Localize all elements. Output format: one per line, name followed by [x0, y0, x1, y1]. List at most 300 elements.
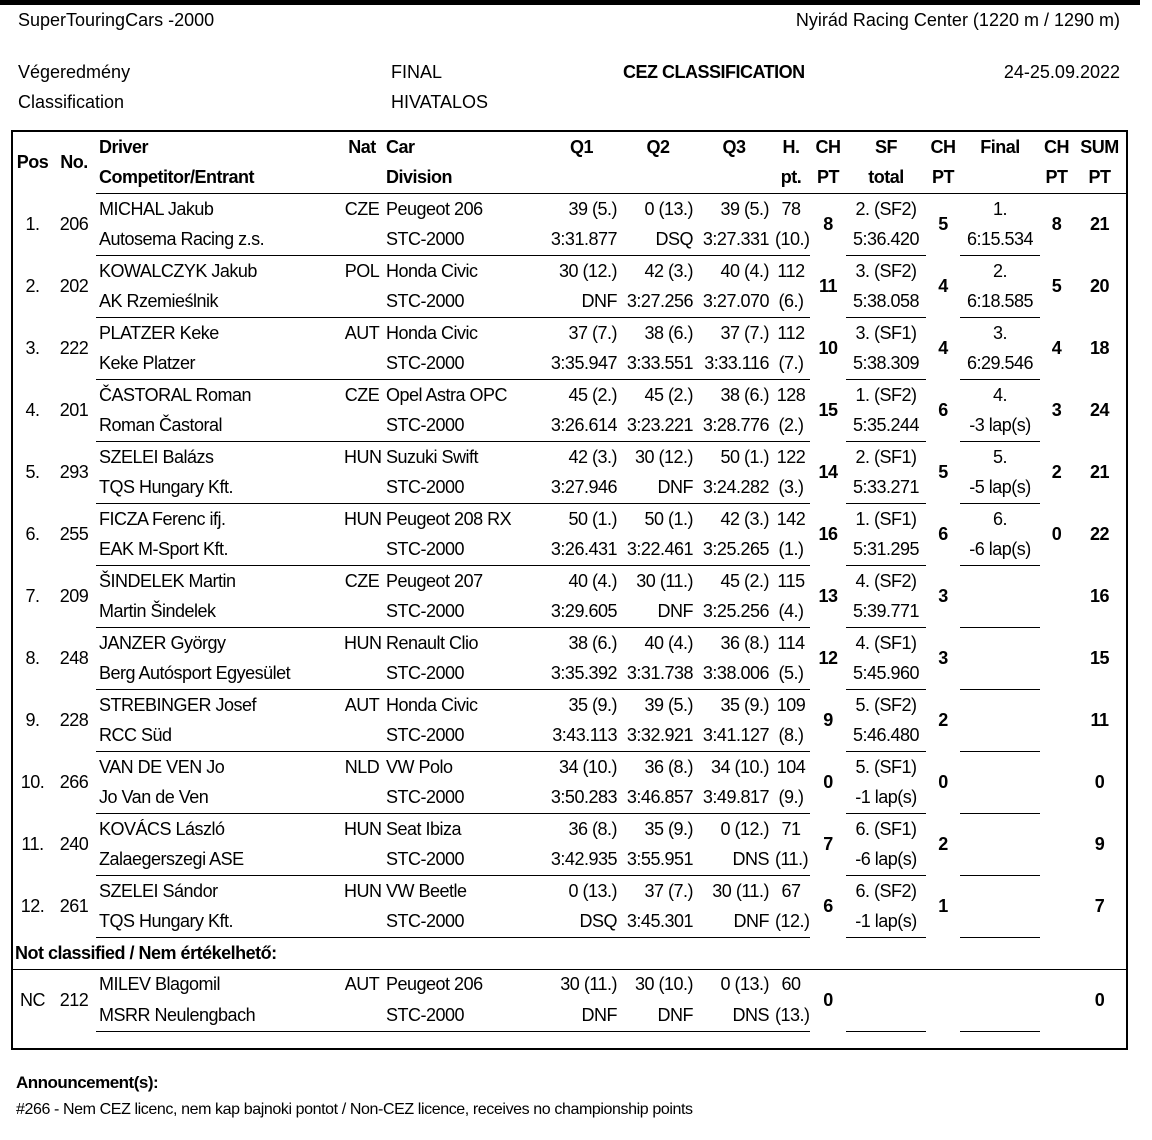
- car-number: 293: [59, 462, 89, 482]
- empty-cell: [341, 473, 383, 504]
- semi-final-time: 5:39.771: [846, 597, 926, 628]
- heat-points: 109: [776, 694, 806, 715]
- final-result: [960, 969, 1040, 1000]
- q2-points: 30 (11.): [636, 570, 693, 591]
- final-time: [960, 1000, 1040, 1031]
- car-model: VW Polo: [386, 756, 453, 777]
- result-row: [12, 628, 1127, 659]
- q1-points: 37 (7.): [568, 322, 617, 343]
- division: STC-2000: [383, 287, 543, 318]
- col-no: No.: [60, 152, 88, 173]
- col-sf: SF: [874, 136, 897, 157]
- entrant-name: Martin Šindelek: [96, 597, 341, 628]
- q1-points: 36 (8.): [568, 818, 617, 839]
- q2-time: 3:27.256: [620, 287, 696, 318]
- col-sum-pt: PT: [1073, 163, 1127, 194]
- result-row-sub: [12, 597, 1127, 628]
- col-q1: Q1: [569, 136, 593, 157]
- q3-time: 3:38.006: [696, 659, 772, 690]
- not-classified-header: [12, 938, 1127, 970]
- car-model: Opel Astra OPC: [386, 384, 508, 405]
- nationality: CZE: [344, 198, 380, 219]
- final-time: [960, 845, 1040, 876]
- q2-points: 35 (9.): [644, 818, 693, 839]
- ch-points-sf: 3: [938, 648, 948, 668]
- car-number: 212: [59, 989, 89, 1010]
- q2-points: 0 (13.): [644, 198, 693, 219]
- result-row: [12, 814, 1127, 845]
- heat-rank: (10.): [772, 225, 810, 256]
- result-row-sub: [12, 907, 1127, 938]
- ch-points-sf: 6: [938, 524, 948, 544]
- q3-time: 3:33.116: [696, 349, 772, 380]
- empty-cell: [341, 845, 383, 876]
- result-row: [12, 876, 1127, 907]
- q3-points: 37 (7.): [720, 322, 769, 343]
- final-time: [960, 783, 1040, 814]
- final-time: 6:15.534: [960, 225, 1040, 256]
- car-number: 240: [59, 834, 89, 854]
- sum-points: 0: [1094, 989, 1105, 1010]
- q3-points: 35 (9.): [720, 694, 769, 715]
- entrant-name: Zalaegerszegi ASE: [96, 845, 341, 876]
- position: 9.: [25, 710, 40, 730]
- semi-final-time: 5:33.271: [846, 473, 926, 504]
- heat-points: 122: [776, 446, 806, 467]
- col-ch-final: CH: [1044, 136, 1069, 157]
- ch-points-sf: 2: [938, 834, 948, 854]
- col-q2: Q2: [646, 136, 670, 157]
- final-result: [960, 566, 1040, 597]
- nationality: HUN: [344, 818, 382, 839]
- ch-points-qual: 0: [823, 772, 833, 792]
- semi-final-result: 3. (SF1): [855, 322, 917, 343]
- col-driver: Driver: [99, 136, 149, 157]
- ch-points-final: 5: [1051, 276, 1062, 296]
- semi-final-time: 5:38.309: [846, 349, 926, 380]
- empty-cell: [341, 721, 383, 752]
- result-row-sub: [12, 535, 1127, 566]
- q1-points: 35 (9.): [568, 694, 617, 715]
- semi-final-time: 5:31.295: [846, 535, 926, 566]
- sum-points: 15: [1089, 648, 1110, 668]
- result-row: [12, 318, 1127, 349]
- q1-time: 3:42.935: [543, 845, 620, 876]
- ch-points-sf: 4: [938, 338, 948, 358]
- ch-points-sf: [926, 969, 960, 1031]
- semi-final-time: [846, 1000, 926, 1031]
- ch-points-final: [1040, 628, 1073, 690]
- q2-points: 40 (4.): [644, 632, 693, 653]
- semi-final-result: 6. (SF2): [855, 880, 917, 901]
- car-number: 266: [59, 772, 89, 792]
- nationality: AUT: [344, 694, 380, 715]
- result-row: [12, 380, 1127, 411]
- semi-final-result: 1. (SF2): [855, 384, 917, 405]
- event-header: [18, 10, 1120, 34]
- heat-points: 71: [781, 818, 801, 839]
- position: 7.: [25, 586, 40, 606]
- ch-points-qual: 16: [818, 524, 838, 544]
- driver-name: KOVÁCS László: [99, 818, 225, 839]
- q3-points: 0 (12.): [720, 818, 769, 839]
- driver-name: MILEV Blagomil: [99, 974, 221, 995]
- driver-name: FICZA Ferenc ifj.: [99, 508, 226, 529]
- position: 3.: [25, 338, 40, 358]
- semi-final-time: -1 lap(s): [846, 783, 926, 814]
- title-en: Classification: [18, 92, 125, 112]
- q3-points: 40 (4.): [720, 260, 769, 281]
- nationality: AUT: [344, 974, 380, 995]
- col-sf-total: total: [846, 163, 926, 194]
- car-model: Honda Civic: [386, 260, 478, 281]
- car-number: 248: [59, 648, 89, 668]
- col-ch-sf-pt: PT: [926, 163, 960, 194]
- col-entrant: Competitor/Entrant: [96, 163, 341, 194]
- top-rule: [0, 0, 1140, 5]
- heat-points: 67: [781, 880, 801, 901]
- sum-points: 16: [1089, 586, 1110, 606]
- table-bottom-spacer: [12, 1031, 1127, 1049]
- spacer-cell: [12, 1031, 1127, 1049]
- heat-points: 112: [777, 260, 805, 281]
- car-number: 202: [59, 276, 89, 296]
- sum-points: 18: [1089, 338, 1110, 358]
- heat-rank: (5.): [772, 659, 810, 690]
- not-classified-title: Not classified / Nem értékelhető:: [12, 938, 1127, 970]
- sum-points: 21: [1089, 462, 1110, 482]
- status-official: HIVATALOS: [391, 92, 489, 112]
- q2-time: 3:32.921: [620, 721, 696, 752]
- col-ch-sf: CH: [930, 136, 956, 157]
- heat-rank: (9.): [772, 783, 810, 814]
- semi-final-result: 5. (SF1): [855, 756, 917, 777]
- sum-points: 7: [1094, 896, 1105, 916]
- car-model: Honda Civic: [386, 694, 478, 715]
- q1-points: 30 (12.): [558, 260, 617, 281]
- car-number: 209: [59, 586, 89, 606]
- q3-points: 39 (5.): [720, 198, 769, 219]
- semi-final-time: 5:46.480: [846, 721, 926, 752]
- q1-points: 50 (1.): [568, 508, 617, 529]
- nationality: POL: [344, 260, 380, 281]
- heat-points: 142: [776, 508, 806, 529]
- position: 1.: [25, 214, 40, 234]
- car-model: Seat Ibiza: [386, 818, 462, 839]
- classification-title: CEZ CLASSIFICATION: [623, 62, 805, 82]
- car-model: VW Beetle: [386, 880, 467, 901]
- division: STC-2000: [383, 659, 543, 690]
- q1-points: 34 (10.): [558, 756, 617, 777]
- result-row: [12, 504, 1127, 535]
- q2-points: 30 (10.): [634, 974, 693, 995]
- division: STC-2000: [383, 1000, 543, 1031]
- ch-points-qual: 6: [823, 896, 833, 916]
- car-model: Peugeot 208 RX: [386, 508, 512, 529]
- q1-points: 38 (6.): [568, 632, 617, 653]
- car-model: Peugeot 206: [386, 198, 483, 219]
- sum-points: 20: [1089, 276, 1110, 296]
- q3-points: 30 (11.): [712, 880, 769, 901]
- heat-points: 78: [781, 198, 801, 219]
- result-row-sub: [12, 225, 1127, 256]
- division: STC-2000: [383, 907, 543, 938]
- ch-points-sf: 2: [938, 710, 948, 730]
- nationality: HUN: [344, 508, 382, 529]
- entrant-name: Keke Platzer: [96, 349, 341, 380]
- col-h-pt: pt.: [772, 163, 810, 194]
- q3-time: 3:27.070: [696, 287, 772, 318]
- nationality: CZE: [344, 384, 380, 405]
- q1-points: 40 (4.): [568, 570, 617, 591]
- col-q3: Q3: [722, 136, 746, 157]
- semi-final-result: 1. (SF1): [855, 508, 917, 529]
- entrant-name: TQS Hungary Kft.: [96, 473, 341, 504]
- heat-rank: (2.): [772, 411, 810, 442]
- ch-points-sf: 5: [938, 462, 948, 482]
- col-ch-q: CH: [815, 136, 841, 157]
- result-row: [12, 566, 1127, 597]
- entrant-name: MSRR Neulengbach: [96, 1000, 341, 1031]
- driver-name: ČASTORAL Roman: [99, 384, 252, 405]
- final-time: -6 lap(s): [960, 535, 1040, 566]
- q1-time: 3:35.947: [543, 349, 620, 380]
- result-row-sub: [12, 411, 1127, 442]
- division: STC-2000: [383, 535, 543, 566]
- ch-points-final: [1040, 814, 1073, 876]
- col-nat: Nat: [348, 136, 376, 157]
- results-table: [11, 130, 1128, 1050]
- result-row: [12, 690, 1127, 721]
- final-time: [960, 659, 1040, 690]
- final-result: 6.: [992, 508, 1007, 529]
- announcements-title: Announcement(s):: [16, 1073, 159, 1092]
- q1-points: 39 (5.): [568, 198, 617, 219]
- series-name: SuperTouringCars -2000: [18, 10, 215, 30]
- q3-time: DNS: [696, 845, 772, 876]
- q1-time: 3:27.946: [543, 473, 620, 504]
- semi-final-time: -1 lap(s): [846, 907, 926, 938]
- entrant-name: RCC Süd: [96, 721, 341, 752]
- semi-final-time: -6 lap(s): [846, 845, 926, 876]
- final-time: -3 lap(s): [960, 411, 1040, 442]
- q2-time: 3:55.951: [620, 845, 696, 876]
- result-row-sub: [12, 659, 1127, 690]
- car-number: 222: [59, 338, 89, 358]
- final-time: [960, 597, 1040, 628]
- q2-time: DNF: [620, 1000, 696, 1031]
- ch-points-sf: 6: [938, 400, 948, 420]
- title-hu: Végeredmény: [18, 62, 131, 82]
- q3-time: 3:25.256: [696, 597, 772, 628]
- final-result: 3.: [992, 322, 1007, 343]
- driver-name: SZELEI Balázs: [99, 446, 214, 467]
- heat-rank: (13.): [772, 1000, 810, 1031]
- heat-rank: (12.): [772, 907, 810, 938]
- position: 8.: [25, 648, 40, 668]
- heat-points: 60: [781, 974, 801, 995]
- final-result: [960, 814, 1040, 845]
- heat-points: 112: [777, 322, 805, 343]
- sum-points: 9: [1094, 834, 1105, 854]
- q2-points: 42 (3.): [644, 260, 693, 281]
- final-result: [960, 690, 1040, 721]
- q3-time: DNF: [696, 907, 772, 938]
- car-number: 261: [59, 896, 89, 916]
- q2-points: 39 (5.): [644, 694, 693, 715]
- entrant-name: Roman Častoral: [96, 411, 341, 442]
- empty-cell: [341, 349, 383, 380]
- q1-points: 42 (3.): [568, 446, 617, 467]
- ch-points-qual: 12: [818, 648, 838, 668]
- final-time: 6:18.585: [960, 287, 1040, 318]
- ch-points-sf: 4: [938, 276, 948, 296]
- semi-final-result: 3. (SF2): [855, 260, 917, 281]
- heat-rank: (1.): [772, 535, 810, 566]
- result-row-sub: [12, 721, 1127, 752]
- car-number: 201: [59, 400, 89, 420]
- car-model: Peugeot 207: [386, 570, 483, 591]
- nationality: NLD: [344, 756, 380, 777]
- ch-points-qual: 9: [823, 710, 833, 730]
- car-model: Renault Clio: [386, 632, 479, 653]
- heat-rank: (4.): [772, 597, 810, 628]
- driver-name: ŠINDELEK Martin: [99, 570, 236, 591]
- division: STC-2000: [383, 783, 543, 814]
- empty-cell: [341, 783, 383, 814]
- ch-points-qual: 14: [818, 462, 838, 482]
- semi-final-result: [846, 969, 926, 1000]
- car-model: Suzuki Swift: [386, 446, 479, 467]
- heat-points: 128: [776, 384, 806, 405]
- nationality: HUN: [344, 880, 382, 901]
- col-h: H.: [782, 136, 800, 157]
- document-meta: [18, 57, 1120, 117]
- result-row-sub: [12, 783, 1127, 814]
- result-row: [12, 256, 1127, 287]
- result-row-sub: [12, 287, 1127, 318]
- final-time: [960, 907, 1040, 938]
- q3-points: 36 (8.): [720, 632, 769, 653]
- header-row-1: [12, 131, 1127, 163]
- division: STC-2000: [383, 845, 543, 876]
- announcements: [16, 1073, 693, 1119]
- semi-final-time: 5:45.960: [846, 659, 926, 690]
- ch-points-final: [1040, 690, 1073, 752]
- empty-cell: [341, 535, 383, 566]
- heat-rank: (3.): [772, 473, 810, 504]
- empty-cell: [341, 411, 383, 442]
- empty-cell: [341, 1000, 383, 1031]
- event-date: 24-25.09.2022: [1003, 62, 1120, 82]
- q2-points: 38 (6.): [644, 322, 693, 343]
- sum-points: 21: [1089, 214, 1110, 235]
- ch-points-final: [1040, 752, 1073, 814]
- result-row-sub: [12, 845, 1127, 876]
- q3-points: 34 (10.): [710, 756, 769, 777]
- q1-time: 3:26.614: [543, 411, 620, 442]
- q2-time: 3:45.301: [620, 907, 696, 938]
- col-final: Final: [980, 136, 1020, 157]
- position: NC: [20, 989, 45, 1010]
- q2-points: 36 (8.): [644, 756, 693, 777]
- entrant-name: Jo Van de Ven: [96, 783, 341, 814]
- heat-points: 114: [777, 632, 805, 653]
- col-division: Division: [383, 163, 543, 194]
- semi-final-result: 6. (SF1): [855, 818, 917, 839]
- q3-points: 45 (2.): [720, 570, 769, 591]
- ch-points-qual: 7: [823, 834, 833, 854]
- col-car: Car: [386, 136, 415, 157]
- ch-points-qual: 0: [823, 989, 833, 1010]
- q1-time: 3:50.283: [543, 783, 620, 814]
- entrant-name: Berg Autósport Egyesület: [96, 659, 341, 690]
- sum-points: 11: [1090, 710, 1109, 730]
- heat-rank: (11.): [772, 845, 810, 876]
- q2-time: 3:31.738: [620, 659, 696, 690]
- final-result: 4.: [992, 384, 1007, 405]
- ch-points-final: [1040, 969, 1073, 1031]
- q1-time: 3:29.605: [543, 597, 620, 628]
- nationality: HUN: [344, 632, 382, 653]
- q2-points: 37 (7.): [644, 880, 693, 901]
- q2-points: 50 (1.): [644, 508, 693, 529]
- ch-points-sf: 0: [938, 772, 948, 792]
- driver-name: PLATZER Keke: [99, 322, 219, 343]
- ch-points-qual: 11: [818, 276, 838, 296]
- driver-name: SZELEI Sándor: [99, 880, 218, 901]
- col-ch-final-pt: PT: [1040, 163, 1073, 194]
- final-result: 5.: [992, 446, 1007, 467]
- ch-points-final: 4: [1051, 338, 1062, 358]
- semi-final-result: 2. (SF1): [855, 446, 917, 467]
- q2-time: 3:33.551: [620, 349, 696, 380]
- q3-points: 0 (13.): [720, 974, 769, 995]
- ch-points-final: [1040, 876, 1073, 938]
- heat-rank: (6.): [772, 287, 810, 318]
- final-result: [960, 628, 1040, 659]
- final-result: [960, 876, 1040, 907]
- q1-time: DNF: [543, 287, 620, 318]
- q2-time: DNF: [620, 473, 696, 504]
- final-result: 2.: [992, 260, 1007, 281]
- q3-points: 42 (3.): [720, 508, 769, 529]
- semi-final-result: 5. (SF2): [855, 694, 917, 715]
- track-name: Nyirád Racing Center (1220 m / 1290 m): [795, 10, 1120, 30]
- division: STC-2000: [383, 349, 543, 380]
- division: STC-2000: [383, 411, 543, 442]
- empty-cell: [341, 659, 383, 690]
- ch-points-sf: 5: [938, 214, 948, 235]
- ch-points-qual: 15: [818, 400, 838, 420]
- q3-time: 3:27.331: [696, 225, 772, 256]
- position: 2.: [25, 276, 40, 296]
- empty-cell: [341, 225, 383, 256]
- entrant-name: AK Rzemieślnik: [96, 287, 341, 318]
- entrant-name: TQS Hungary Kft.: [96, 907, 341, 938]
- heat-points: 104: [776, 756, 806, 777]
- q1-points: 30 (11.): [560, 974, 617, 995]
- final-time: 6:29.546: [960, 349, 1040, 380]
- driver-name: MICHAL Jakub: [99, 198, 214, 219]
- result-row-sub: [12, 349, 1127, 380]
- q2-time: DSQ: [620, 225, 696, 256]
- driver-name: JANZER György: [99, 632, 226, 653]
- final-time: [960, 721, 1040, 752]
- semi-final-result: 2. (SF2): [855, 198, 917, 219]
- sum-points: 22: [1089, 524, 1110, 544]
- result-row: [12, 752, 1127, 783]
